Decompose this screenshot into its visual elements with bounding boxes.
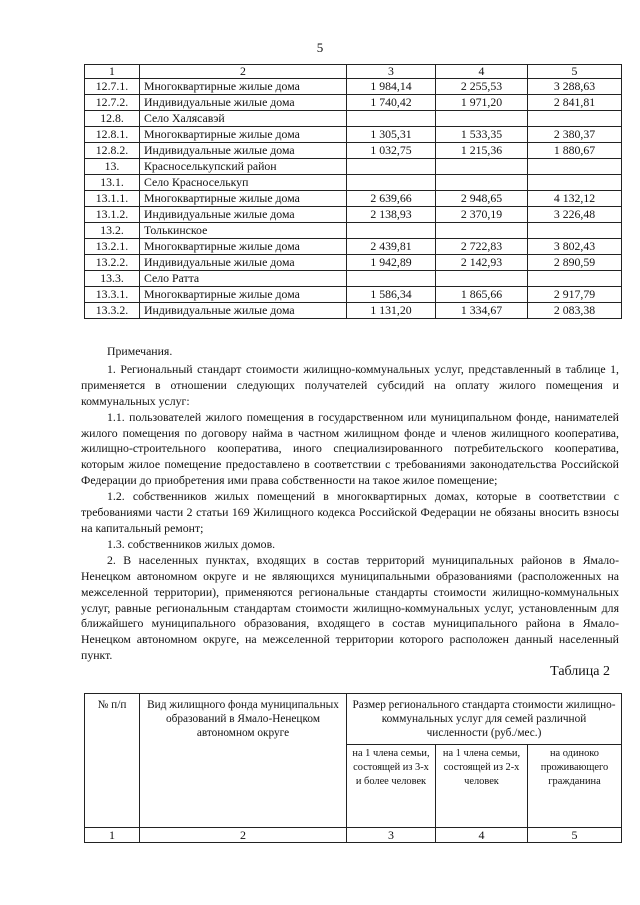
note-paragraph: 1.3. собственников жилых домов.: [107, 536, 276, 551]
standard-value: [528, 111, 622, 127]
housing-type: Индивидуальные жилые дома: [140, 143, 347, 159]
table-2-header-housing-type: Вид жилищного фонда муниципальных образований в Ямало-Ненецком автономном округе: [140, 694, 347, 828]
standard-value: 1 880,67: [528, 143, 622, 159]
row-number: 13.1.: [85, 175, 140, 191]
table-1-col-number: 3: [347, 65, 436, 79]
table-row: [85, 111, 622, 127]
housing-type: Многоквартирные жилые дома: [140, 287, 347, 303]
standard-value: 3 802,43: [528, 239, 622, 255]
standard-value: 1 865,66: [436, 287, 528, 303]
table-row: [85, 143, 622, 159]
note-paragraph: 1.2. собственников жилых помещений в многоквартирных домах, которые в соответствии с требованиями части 2 статьи 169 Жилищного кодекса Российской Федерации не обязаны вносить взносы на капитальный ремонт;: [81, 489, 619, 535]
housing-type: Толькинское: [140, 223, 347, 239]
table-2-col-number: 4: [436, 828, 528, 843]
standard-value: [436, 271, 528, 287]
housing-type: Село Ратта: [140, 271, 347, 287]
table-1-col-number: 1: [85, 65, 140, 79]
standard-value: 2 890,59: [528, 255, 622, 271]
row-number: 13.2.: [85, 223, 140, 239]
standard-value: 1 334,67: [436, 303, 528, 319]
notes-section: [81, 344, 619, 664]
standard-value: [528, 223, 622, 239]
housing-type: Многоквартирные жилые дома: [140, 127, 347, 143]
standard-value: 1 215,36: [436, 143, 528, 159]
housing-type: Многоквартирные жилые дома: [140, 239, 347, 255]
table-1-continued: [84, 64, 622, 319]
table-row: [85, 287, 622, 303]
standard-value: 2 841,81: [528, 95, 622, 111]
standard-value: 2 083,38: [528, 303, 622, 319]
note-paragraph: 2. В населенных пунктах, входящих в состав территорий муниципальных районов в Ямало-Ненецком автономном округе и не являющихся муниципальными образованиями (расположенных на межселенной территории), применяются региональные стандарты стоимости жилищно-коммунальных услуг, равные региональным стандартам стоимости жилищно-коммунальных услуг, установленным для ближайшего муниципального образования, входящего в состав муниципального района в Ямало-Ненецком автономном округе, на межселенной территории которого расположен данный населенный пункт.: [81, 552, 619, 663]
standard-value: 2 370,19: [436, 207, 528, 223]
standard-value: 1 131,20: [347, 303, 436, 319]
row-number: 13.2.2.: [85, 255, 140, 271]
standard-value: 1 984,14: [347, 79, 436, 95]
standard-value: 2 639,66: [347, 191, 436, 207]
standard-value: 2 255,53: [436, 79, 528, 95]
standard-value: [528, 175, 622, 191]
table-2-subheader-single: на одиноко проживающего гражданина: [528, 745, 622, 828]
row-number: 13.: [85, 159, 140, 175]
standard-value: [347, 159, 436, 175]
standard-value: 1 971,20: [436, 95, 528, 111]
standard-value: [347, 223, 436, 239]
table-2-header-number: № п/п: [85, 694, 140, 828]
standard-value: [528, 271, 622, 287]
standard-value: [347, 175, 436, 191]
table-1-col-number: 2: [140, 65, 347, 79]
table-1-col-number: 5: [528, 65, 622, 79]
table-2-subheader-3plus: на 1 члена семьи, состоящей из 3-х и более человек: [347, 745, 436, 828]
table-2-col-number: 2: [140, 828, 347, 843]
standard-value: 1 032,75: [347, 143, 436, 159]
note-paragraph: 1.1. пользователей жилого помещения в государственном или муниципальном фонде, нанимателей жилого помещения по договору найма в частном жилищном фонде и членов жилищного кооператива, жилищно-строительного кооператива, иного специализированного потребительского кооператива, которым жилое помещение предоставлено в соответствии с требованиями законодательства Российской Федерации до приобретения ими права собственности на такое жилое помещение;: [81, 409, 619, 488]
housing-type: Село Красноселькуп: [140, 175, 347, 191]
table-2-header-standard-size: Размер регионального стандарта стоимости жилищно-коммунальных услуг для семей различной численности (руб./мес.): [347, 694, 622, 745]
note-paragraph: 1. Региональный стандарт стоимости жилищно-коммунальных услуг, представленный в таблице 1, применяется в отношении следующих получателей субсидий на оплату жилого помещения и коммунальных услуг:: [81, 361, 619, 408]
row-number: 13.1.1.: [85, 191, 140, 207]
housing-type: Индивидуальные жилые дома: [140, 95, 347, 111]
standard-value: 1 740,42: [347, 95, 436, 111]
table-2-col-number: 1: [85, 828, 140, 843]
table-row: [85, 175, 622, 191]
standard-value: 2 380,37: [528, 127, 622, 143]
standard-value: 1 586,34: [347, 287, 436, 303]
table-row: [85, 239, 622, 255]
row-number: 13.1.2.: [85, 207, 140, 223]
table-row: [85, 223, 622, 239]
table-2-col-number: 3: [347, 828, 436, 843]
table-2-subheader-2persons: на 1 члена семьи, состоящей из 2-х человек: [436, 745, 528, 828]
table-row: [85, 255, 622, 271]
row-number: 13.2.1.: [85, 239, 140, 255]
table-row: [85, 95, 622, 111]
page-number: 5: [316, 40, 324, 55]
row-number: 12.7.1.: [85, 79, 140, 95]
standard-value: 3 226,48: [528, 207, 622, 223]
row-number: 12.7.2.: [85, 95, 140, 111]
standard-value: 3 288,63: [528, 79, 622, 95]
housing-type: Многоквартирные жилые дома: [140, 79, 347, 95]
standard-value: 2 917,79: [528, 287, 622, 303]
row-number: 13.3.1.: [85, 287, 140, 303]
standard-value: [347, 111, 436, 127]
housing-type: Индивидуальные жилые дома: [140, 207, 347, 223]
standard-value: 2 722,83: [436, 239, 528, 255]
standard-value: 2 142,93: [436, 255, 528, 271]
row-number: 12.8.: [85, 111, 140, 127]
housing-type: Красноселькупский район: [140, 159, 347, 175]
standard-value: 1 942,89: [347, 255, 436, 271]
row-number: 13.3.: [85, 271, 140, 287]
standard-value: [347, 271, 436, 287]
standard-value: 2 138,93: [347, 207, 436, 223]
standard-value: [436, 223, 528, 239]
table-1-col-number: 4: [436, 65, 528, 79]
table-row: [85, 271, 622, 287]
table-2-caption: Таблица 2: [550, 664, 610, 679]
row-number: 12.8.2.: [85, 143, 140, 159]
table-row: [85, 303, 622, 319]
table-2-col-number: 5: [528, 828, 622, 843]
table-row: [85, 79, 622, 95]
table-2: [84, 693, 622, 843]
table-1-header-row: [85, 65, 622, 79]
standard-value: 1 533,35: [436, 127, 528, 143]
housing-type: Многоквартирные жилые дома: [140, 191, 347, 207]
housing-type: Индивидуальные жилые дома: [140, 303, 347, 319]
table-row: [85, 207, 622, 223]
table-row: [85, 127, 622, 143]
standard-value: 2 439,81: [347, 239, 436, 255]
housing-type: Индивидуальные жилые дома: [140, 255, 347, 271]
row-number: 12.8.1.: [85, 127, 140, 143]
standard-value: [436, 111, 528, 127]
standard-value: [436, 159, 528, 175]
table-row: [85, 191, 622, 207]
standard-value: [436, 175, 528, 191]
standard-value: 2 948,65: [436, 191, 528, 207]
standard-value: 1 305,31: [347, 127, 436, 143]
standard-value: 4 132,12: [528, 191, 622, 207]
table-row: [85, 159, 622, 175]
standard-value: [528, 159, 622, 175]
row-number: 13.3.2.: [85, 303, 140, 319]
notes-title: Примечания.: [107, 344, 173, 358]
housing-type: Село Халясавэй: [140, 111, 347, 127]
